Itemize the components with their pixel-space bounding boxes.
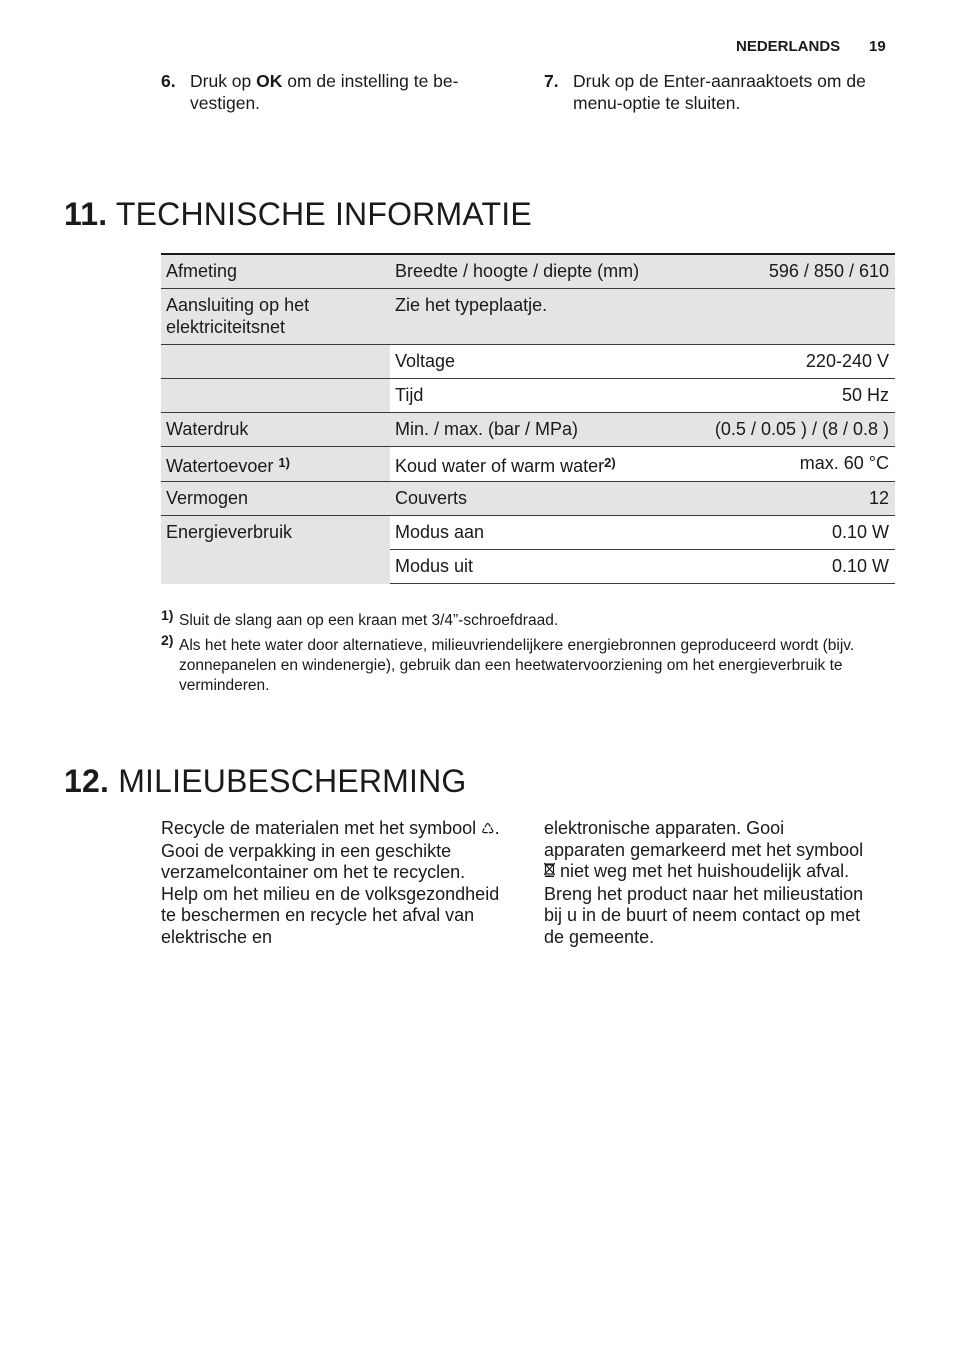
header-language: NEDERLANDS	[736, 38, 841, 55]
row-param: Modus uit	[390, 550, 651, 584]
table-row	[161, 516, 895, 550]
recycle-icon: ♺	[481, 821, 495, 838]
text-segment: . Gooi de verpakking in een geschikte verzamelcontainer om het te recyclen.	[161, 818, 500, 882]
row-label	[161, 379, 390, 413]
text-segment: Recycle de materialen met het symbool	[161, 818, 477, 838]
table-row	[161, 289, 895, 345]
section-number: 11.	[64, 196, 108, 232]
row-value	[651, 289, 895, 345]
step-number: 7.	[544, 71, 559, 91]
row-param: Voltage	[390, 345, 651, 379]
row-param: Zie het typeplaatje.	[390, 289, 651, 345]
row-label	[161, 447, 390, 482]
step-text: Druk op de Enter-aanraaktoets om de menu-optie te sluiten.	[573, 71, 866, 113]
step-text-pre: Druk op	[190, 71, 257, 91]
row-param-text: Koud water of warm water	[395, 456, 605, 476]
section-title: TECHNISCHE INFORMATIE	[115, 196, 532, 232]
footnote-mark: 2)	[161, 632, 174, 648]
row-label: Energieverbruik	[161, 516, 390, 584]
page-header	[736, 38, 886, 55]
row-label	[161, 345, 390, 379]
section-11-heading	[64, 196, 532, 232]
table-row	[161, 447, 895, 482]
text-segment: elektronische apparaten. Gooi apparaten gemarkeerd met het symbool	[544, 818, 864, 860]
footnote-2	[161, 632, 896, 696]
text-segment: niet weg met het huishoudelijk afval. Breng het product naar het milieustation bij u in de buurt of neem contact op met de gemeente.	[544, 861, 864, 947]
footnote-ref: 2)	[604, 455, 616, 470]
page-number: 19	[869, 38, 886, 55]
step-text	[190, 70, 510, 114]
environment-text-col1	[161, 818, 501, 948]
footnote-ref: 1)	[278, 455, 290, 470]
footnote-text: Sluit de slang aan op een kraan met 3/4”-schroefdraad.	[179, 612, 559, 629]
footnote-mark: 1)	[161, 607, 174, 623]
row-value: 220-240 V	[651, 345, 895, 379]
row-label: Waterdruk	[161, 413, 390, 447]
row-value: 0.10 W	[651, 550, 895, 584]
row-value: (0.5 / 0.05 ) / (8 / 0.8 )	[651, 413, 895, 447]
table-row	[161, 413, 895, 447]
table-row	[161, 254, 895, 289]
row-value: 12	[651, 482, 895, 516]
row-label: Afmeting	[161, 254, 390, 289]
row-param: Modus aan	[390, 516, 651, 550]
table-row	[161, 379, 895, 413]
step-text-bold: OK	[256, 71, 283, 91]
step-number: 6.	[161, 71, 176, 91]
row-label: Aansluiting op het elektriciteitsnet	[161, 289, 390, 345]
step-text-post: om de instelling te be-vestigen.	[190, 71, 459, 113]
text-segment: Help om het milieu en de volksgezondheid te beschermen en recycle het afval van elektrische en	[161, 883, 500, 947]
row-param: Couverts	[390, 482, 651, 516]
environment-text-col2	[544, 818, 864, 948]
row-param: Tijd	[390, 379, 651, 413]
footnote-1	[161, 607, 896, 631]
row-param: Breedte / hoogte / diepte (mm)	[390, 254, 651, 289]
crossed-bin-icon	[544, 862, 555, 884]
row-value: max. 60 °C	[651, 447, 895, 482]
row-value: 50 Hz	[651, 379, 895, 413]
section-12-heading	[64, 763, 467, 799]
section-title: MILIEUBESCHERMING	[118, 763, 467, 799]
row-label-text: Watertoevoer	[166, 456, 274, 476]
technical-info-table	[161, 253, 895, 584]
row-value: 596 / 850 / 610	[651, 254, 895, 289]
row-param	[390, 447, 651, 482]
row-label: Vermogen	[161, 482, 390, 516]
row-param: Min. / max. (bar / MPa)	[390, 413, 651, 447]
section-number: 12.	[64, 763, 110, 799]
row-value: 0.10 W	[651, 516, 895, 550]
table-row	[161, 345, 895, 379]
footnote-text: Als het hete water door alternatieve, milieuvriendelijkere energiebronnen geproduceerd wordt (bijv. zonnepanelen en windenergie), gebruik dan een heetwatervoorziening om het energieverbruik te verminderen.	[179, 637, 855, 694]
table-row	[161, 482, 895, 516]
